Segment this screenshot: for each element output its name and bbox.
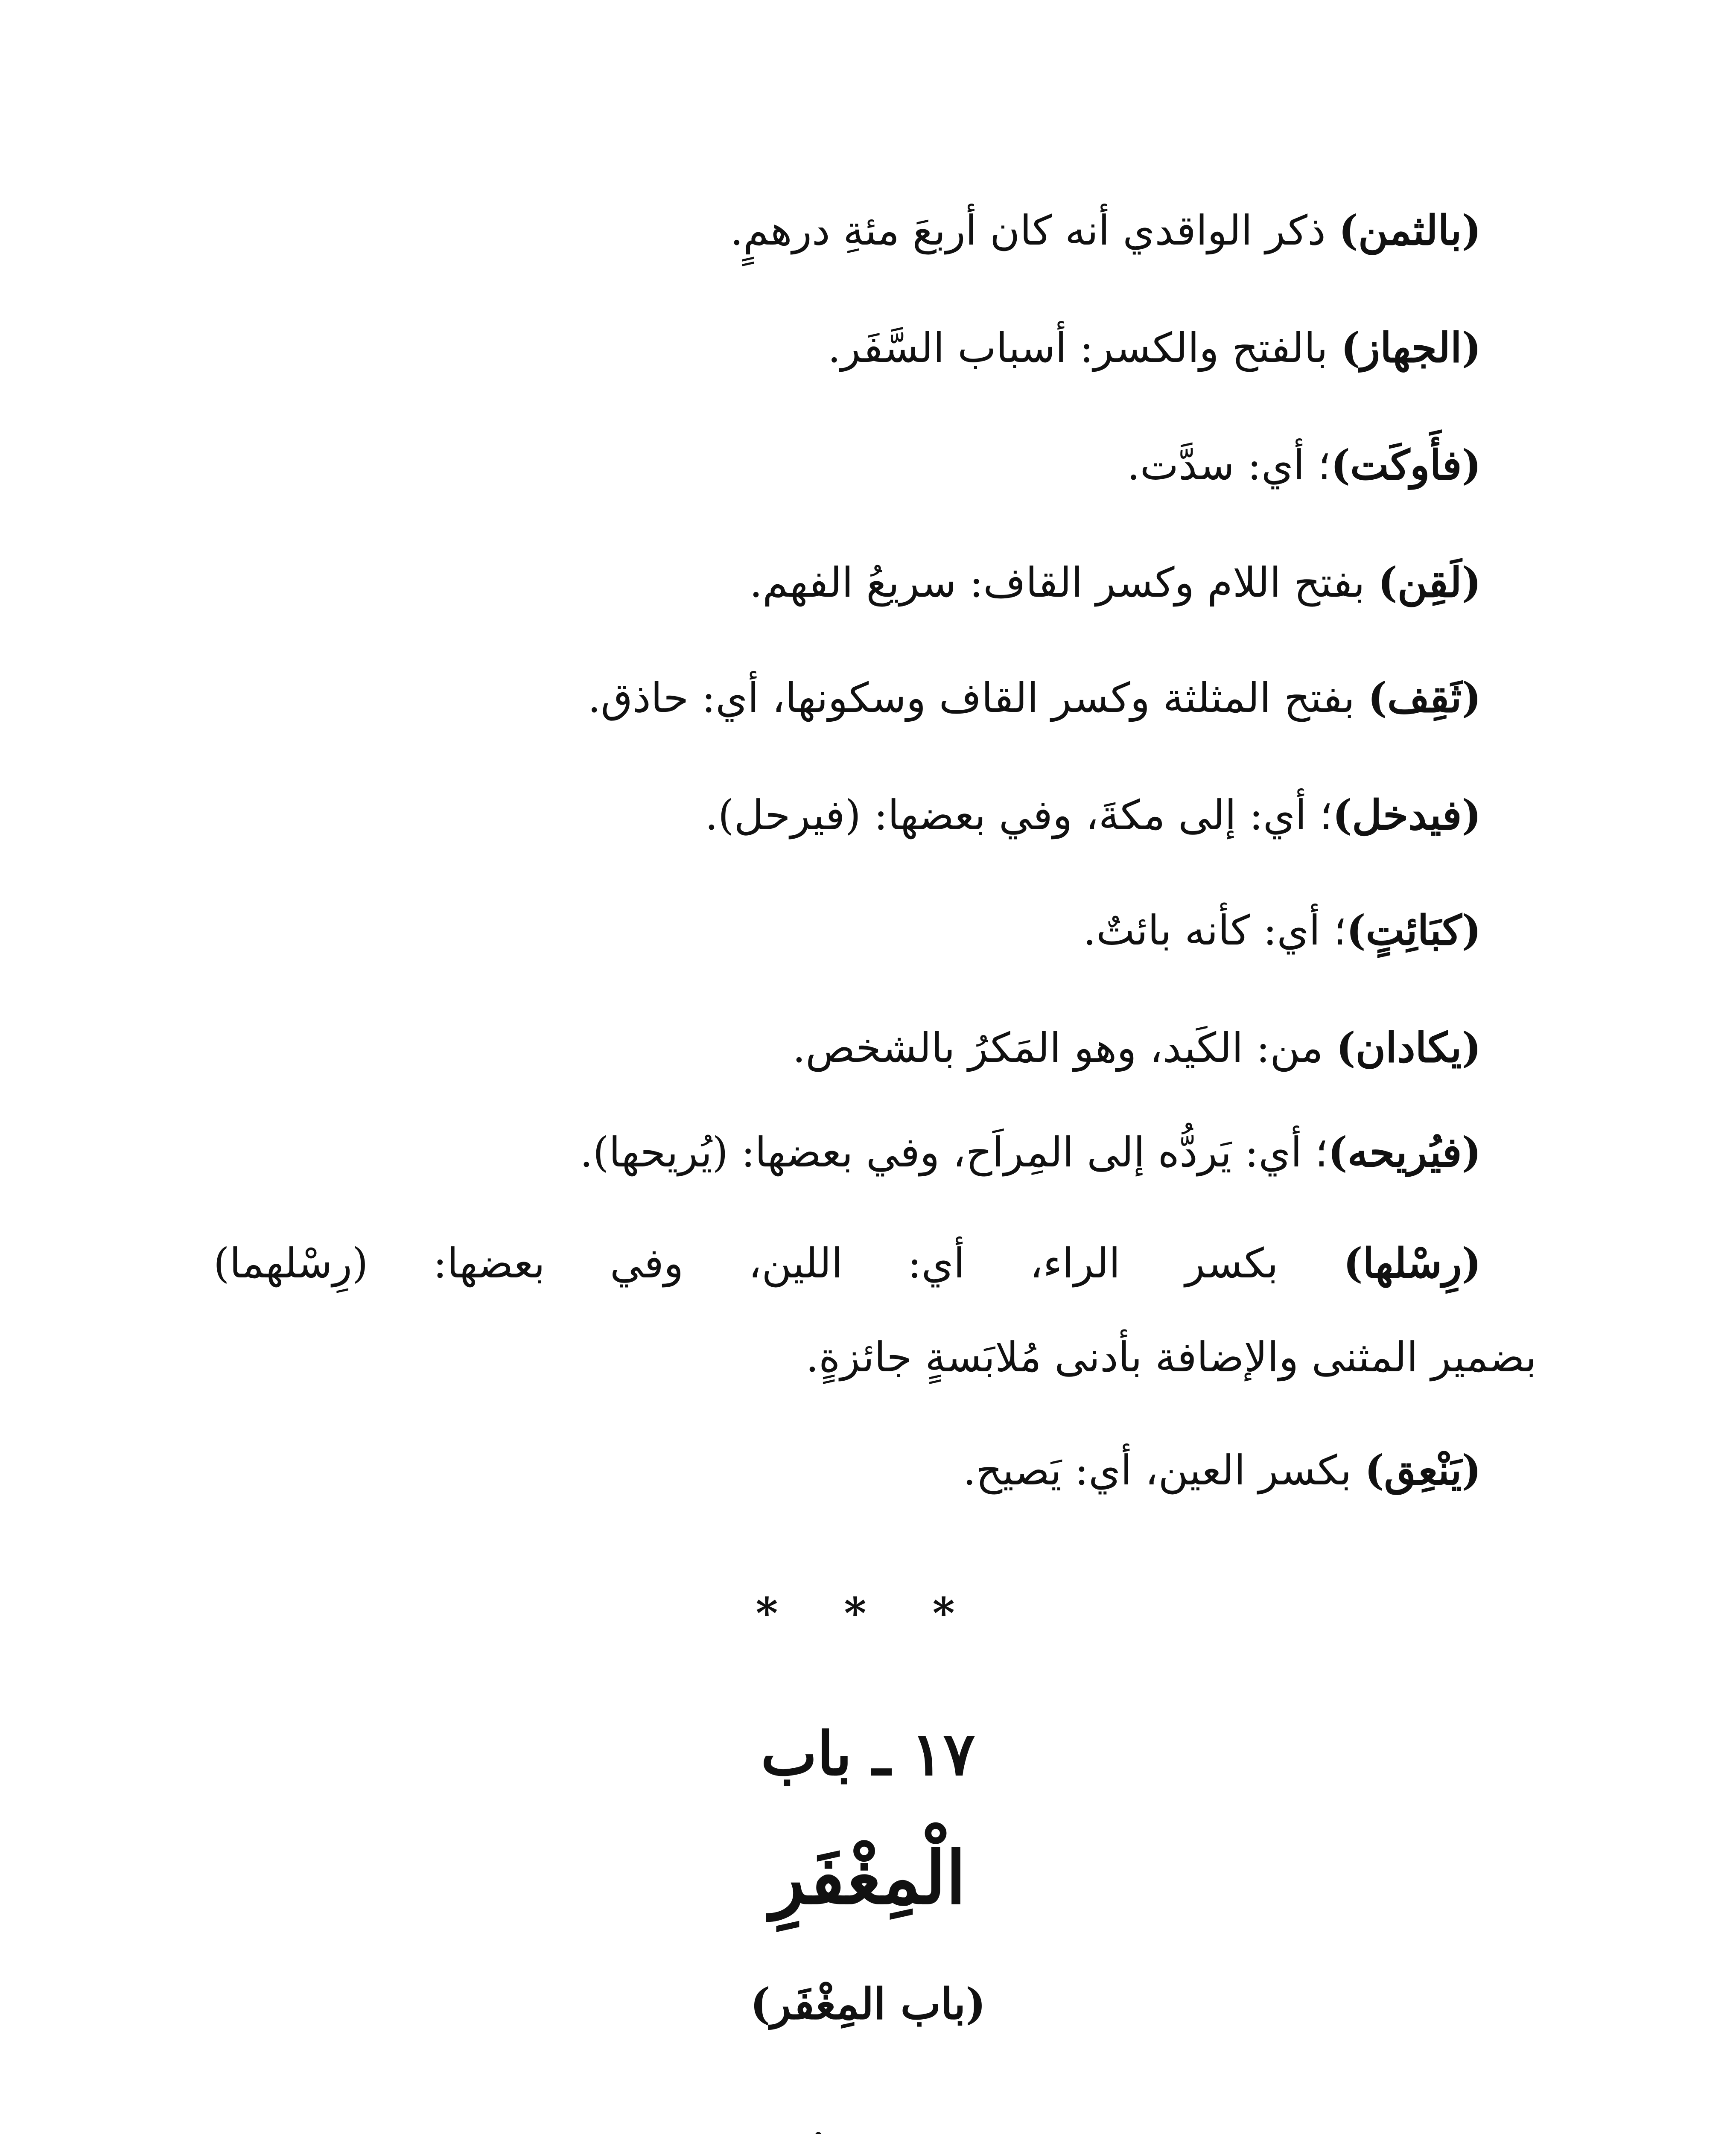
entry-term: (بالثمن) <box>1339 206 1481 254</box>
entry-text: ذكر الواقدي أنه كان أربعَ مئةِ درهمٍ. <box>730 207 1339 254</box>
entry-text: ؛ أي: سدَّت. <box>1127 441 1331 489</box>
entry-term: (ثَقِف) <box>1368 673 1481 722</box>
entry-term: (يكادان) <box>1336 1023 1481 1072</box>
entry-term: (فيُريحه) <box>1328 1128 1481 1176</box>
entry-term: (لَقِن) <box>1378 558 1481 606</box>
chapter-subheading: (باب المِغْفَر) <box>750 1979 986 2029</box>
entry-text: ؛ أي: كأنه بائتٌ. <box>1083 907 1347 954</box>
glossary-entry <box>580 1122 1481 1182</box>
entry-term: (يَنْعِق) <box>1365 1446 1481 1494</box>
glossary-entry <box>750 553 1481 612</box>
entry-text: بضمير المثنى والإضافة بأدنى مُلابَسةٍ جائزةٍ. <box>805 1333 1537 1381</box>
entry-text: بكسر العين، أي: يَصيح. <box>963 1446 1365 1494</box>
entry-text: من: الكَيد، وهو المَكرُ بالشخص. <box>792 1024 1336 1072</box>
entry-text: ؛ أي: يَردُّه إلى المِراَح، وفي بعضها: (يُريحها). <box>580 1128 1328 1176</box>
glossary-entry <box>828 318 1481 378</box>
glossary-entry <box>730 201 1481 260</box>
glossary-entry <box>1083 901 1481 960</box>
entry-text: بكسر الراء، أي: اللين، وفي بعضها: (رِسْلهما) <box>213 1239 1344 1287</box>
entry-term: (رِسْلها) <box>1343 1239 1481 1287</box>
entry-term: (فيدخل) <box>1332 791 1481 839</box>
section-separator: * * * <box>756 1588 980 1638</box>
entry-text: ؛ أي: إلى مكةَ، وفي بعضها: (فيرحل). <box>705 791 1333 839</box>
entry-text: بالفتح والكسر: أسباب السَّفَر. <box>828 324 1341 372</box>
glossary-entry <box>588 668 1481 728</box>
entry-term: (الجهاز) <box>1341 324 1481 372</box>
body-paragraph <box>213 2132 1481 2134</box>
entry-term: (كبَائِتٍ) <box>1346 906 1481 954</box>
glossary-entry <box>705 785 1481 845</box>
glossary-entry <box>963 1440 1481 1500</box>
chapter-number: ١٧ ـ باب <box>761 1719 975 1789</box>
entry-term: (فأَوكَت) <box>1330 441 1481 489</box>
entry-text: بفتح اللام وكسر القاف: سريعُ الفهم. <box>749 559 1378 606</box>
glossary-entry <box>793 1018 1481 1078</box>
glossary-entry <box>1127 435 1481 495</box>
glossary-entry <box>213 1233 1481 1293</box>
glossary-entry-continuation <box>806 1327 1537 1387</box>
entry-text: بفتح المثلثة وكسر القاف وسكونها، أي: حاذق. <box>588 674 1368 722</box>
chapter-title: الْمِغْفَرِ <box>770 1835 966 1921</box>
